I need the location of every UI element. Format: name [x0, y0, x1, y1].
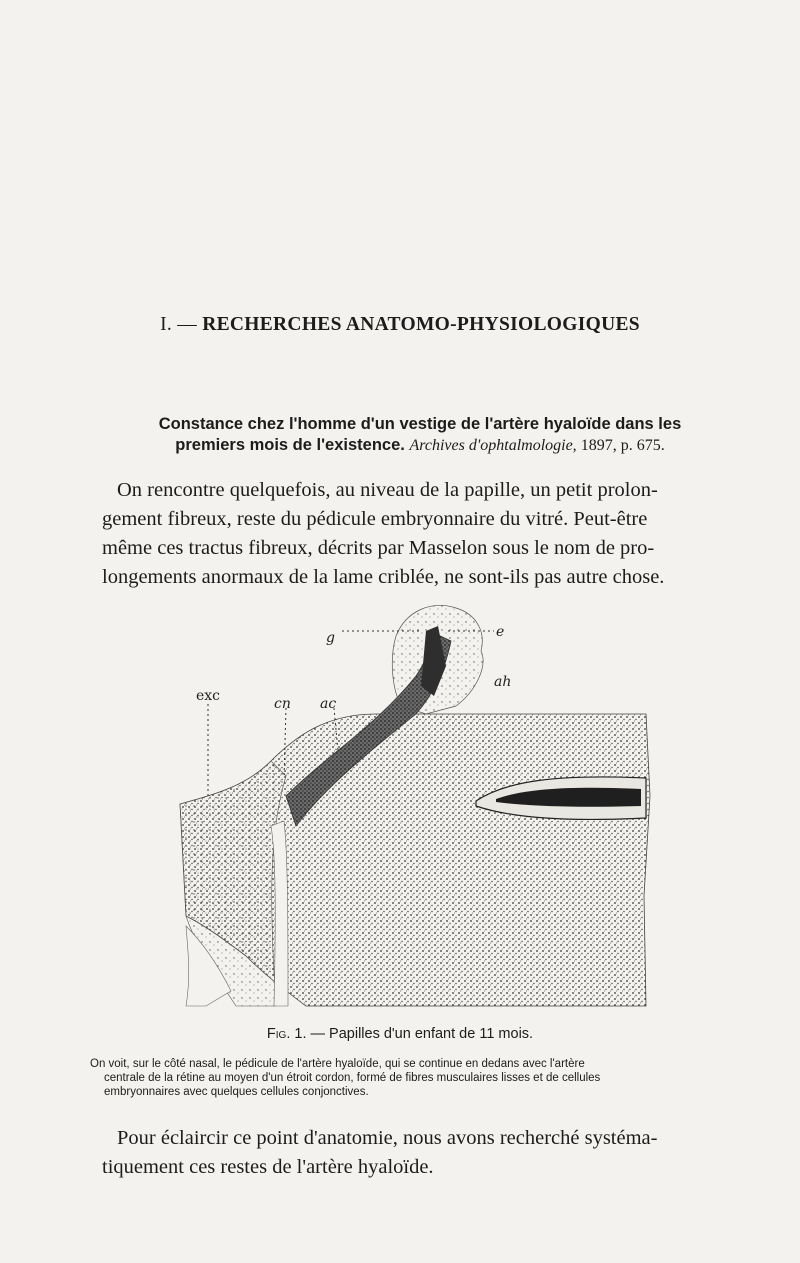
label-e: e [496, 624, 505, 640]
journal-name: Archives d'ophtalmologie, [409, 437, 577, 454]
label-exc: exc [196, 688, 221, 704]
article-title-line1: Constance chez l'homme d'un vestige de l'artère hyaloïde dans les [158, 415, 682, 433]
article-title-line2: premiers mois de l'existence. [175, 436, 405, 454]
histology-figure [176, 596, 656, 1010]
label-ah: ah [494, 674, 512, 690]
label-cn: cn [274, 696, 291, 712]
paragraph-2 [102, 1124, 741, 1182]
figure-caption-text: — Papilles d'un enfant de 11 mois. [310, 1026, 534, 1042]
paragraph-line: On rencontre quelquefois, au niveau de la papille, un petit prolon- [117, 479, 658, 501]
legend-line: centrale de la rétine au moyen d'un étroit cordon, formé de fibres musculaires lisses et de cellules [104, 1072, 601, 1084]
article-title [100, 414, 740, 456]
label-g: g [326, 630, 335, 646]
figure-label: Fig. 1. [266, 1026, 307, 1042]
paragraph-line: longements anormaux de la lame criblée, ne sont-ils pas autre chose. [102, 566, 665, 588]
legend-line: embryonnaires avec quelques cellules conjonctives. [104, 1086, 369, 1098]
section-number: I. — [160, 314, 198, 335]
citation: 1897, p. 675. [580, 437, 665, 454]
paragraph-line: même ces tractus fibreux, décrits par Masselon sous le nom de pro- [102, 537, 655, 559]
paragraph-line: Pour éclaircir ce point d'anatomie, nous avons recherché systéma- [117, 1127, 658, 1149]
paragraph-line: tiquement ces restes de l'artère hyaloïde. [102, 1156, 434, 1178]
paragraph-1 [102, 476, 741, 592]
figure-caption [0, 1026, 800, 1042]
label-ac: ac [320, 696, 337, 712]
legend-line: On voit, sur le côté nasal, le pédicule de l'artère hyaloïde, qui se continue en dedans avec l'artère [90, 1058, 585, 1070]
paragraph-line: gement fibreux, reste du pédicule embryonnaire du vitré. Peut-être [102, 508, 648, 530]
figure-legend [90, 1057, 730, 1099]
section-title: RECHERCHES ANATOMO-PHYSIOLOGIQUES [202, 314, 640, 335]
section-heading [0, 314, 800, 336]
